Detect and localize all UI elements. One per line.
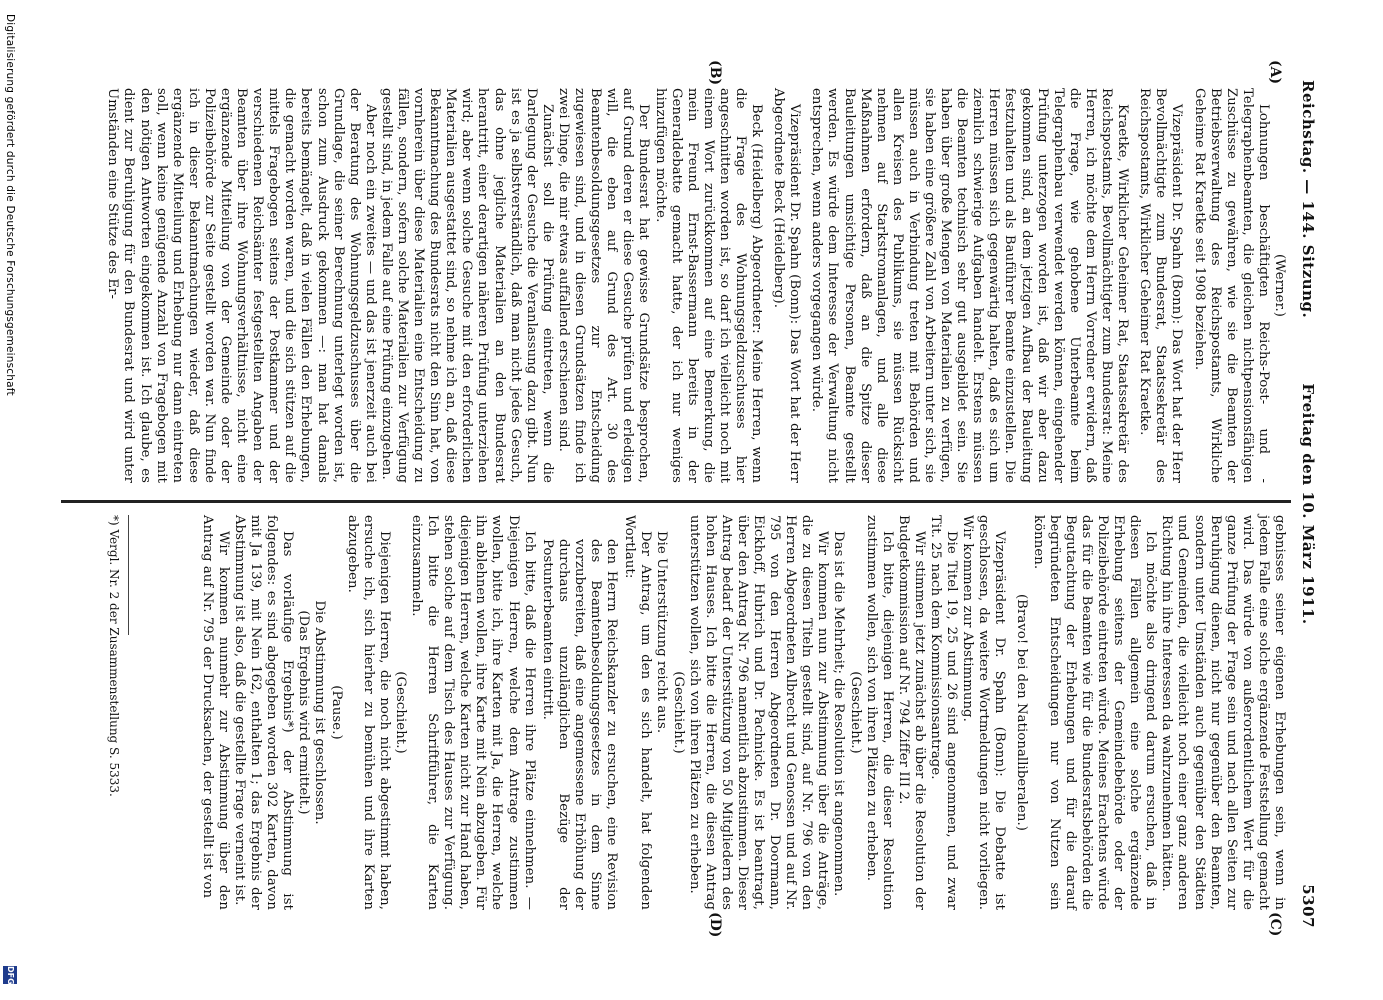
digitization-credit	[0, 0, 18, 1000]
left-column	[104, 88, 1287, 483]
header-date: Freitag den 10. März 1911.	[1299, 383, 1317, 625]
paragraph: Vizepräsident Dr. Spahn (Bonn): Das Wort hat der Herr Bevollmächtigte zum Bundesrat, Staatssekretär des Reichspostamts, Wirklicher Geheimer Rat Kraetke.	[1137, 88, 1185, 483]
stage-direction: (Das Ergebnis wird ermittelt.)	[296, 610, 312, 815]
margin-mark-b: (B)	[707, 60, 723, 86]
dfg-logo: DFG	[3, 966, 17, 984]
paragraph: Vizepräsident Dr. Spahn (Bonn): Das Wort hat der Herr Abgeordnete Beck (Heidelberg).	[771, 88, 803, 483]
paragraph: Das ist die Mehrheit; die Resolution ist angenommen.	[831, 531, 847, 897]
column-divider	[61, 500, 1291, 503]
paragraph: Wir kommen nun zur Abstimmung über die Anträge, die zu diesen Titeln gestellt sind, auf Nr. 796 von den Herren Abgeordneten Albrecht und Genossen und auf Nr. 795 von den Herren Abgeordneten Dr. Doormann, Eickhoff, Hubrich und Dr. Pachnicke. Es ist beantragt, über den Antrag Nr. 796 namentlich abzustimmen. Dieser Antrag bedarf der Unterstützung von 50 Mitgliedern des hohen Hauses. Ich bitte die Herren, die diesen Antrag unterstützen wollen, sich von ihren Plätzen zu erheben.	[686, 515, 831, 910]
paragraph: Ich bitte, daß die Herren ihre Plätze einnehmen. — Diejenigen Herren, welche dem Antrage zustimmen wollen, bitte ich, ihre Karten mit Ja, die Herren, welche ihn ablehnen wollen, ihre Karte mit Nein abzugeben. Für diejenigen Herren, welche Karten nicht zur Hand haben, stehen solche auf dem Tisch des Hauses zur Verfügung. Ich bitte die Herren Schriftführer, die Karten einzusammeln.	[409, 515, 537, 910]
stage-direction: (Pause.)	[328, 685, 344, 740]
paragraph: Wir stimmen jetzt zunächst ab über die Resolution der Budgetkommission auf Nr. 794 Ziffer III 2.	[895, 515, 927, 910]
stage-direction: (Geschieht.)	[847, 671, 863, 754]
paragraph: Die Unterstützung reicht aus.	[654, 531, 670, 734]
paragraph: Die Abstimmung ist geschlossen.	[312, 600, 328, 825]
paragraph: Zunächst soll die Prüfung eintreten, wenn die Darlegung der Gesuche die Veranlassung dazu gibt. Nun ist es ja selbstverständlich, daß man nicht jedes Gesuch, das ohne jegliche Materialien an den Bundesrat herantritt, einer derartigen näheren Prüfung unterziehen wird; aber wenn solche Gesuche mit den erforderlichen Materialien ausgestattet sind, so nehme ich an, daß diese Bekanntmachung des Bundesrats nicht den Sinn hat, von vornherein über diese Materialien eine Entscheidung zu fällen, sondern, sofern solche Materialien zur Verfügung gestellt sind, in jedem Falle auf eine Prüfung einzugehen.	[378, 88, 555, 483]
applause-note: (Bravo! bei den Nationalliberalen.)	[1014, 593, 1030, 832]
paragraph: Ich bitte, diejenigen Herren, die dieser Resolution zustimmen wollen, sich von ihren Plätzen zu erheben.	[863, 515, 895, 910]
paragraph: Ich möchte also dringend darum ersuchen, daß in diesen Fällen allgemein eine solche ergänzende Erhebung seitens der Gemeindebehörde oder der Polizeibehörde eintreten würde. Meines Erachtens würde das für die Beamten wie für die Bundesratsbehörden die Begutachtung der Erhebungen und für die darauf begründeten Entscheidungen nur von Nutzen sein können.	[1030, 515, 1159, 910]
paragraph: Kraetke, Wirklicher Geheimer Rat, Staatssekretär des Reichspostamts, Bevollmächtigter zum Bundesrat: Meine Herren, ich möchte dem Herrn Vorredner erwidern, daß die Frage, wie gehobene Unterbeamte beim Telegraphenbau verwendet werden können, eingehender Prüfung unterzogen worden ist, daß wir aber dazu gekommen sind, an dem jetzigen Aufbau der Bauleitung festzuhalten und als Bauführer Beamte einzustellen. Die Herren müssen sich gegenwärtig halten, daß es sich um ziemlich schwierige Aufgaben handelt. Erstens müssen die Beamten technisch sehr gut ausgebildet sein. Sie haben über große Mengen von Materialien zu verfügen, sie haben eine größere Zahl von Arbeitern unter sich, sie müssen auch in Verbindung treten mit Behörden und allen Kreisen des Publikums, sie müssen Rücksicht nehmen auf Starkstromanlagen, und alle diese Maßnahmen erfordern, daß an die Spitze dieser Bauleitungen umsichtige Personen, Beamte gestellt werden. Es würde dem Interesse der Verwaltung nicht entsprechen, wenn anders vorgegangen würde.	[809, 88, 1131, 483]
paragraph: Wir kommen nunmehr zur Abstimmung über den Antrag auf Nr. 795 der Drucksachen, der gestellt ist von	[199, 515, 231, 910]
motion-text: den Herrn Reichskanzler zu ersuchen, eine Revision des Beamtenbesoldungsgesetzes in dem Sinne vorzubereiten, daß eine angemessene Erhöhung der durchaus unzulänglichen Bezüge der Postunterbeamten eintritt.	[539, 539, 620, 910]
page-header	[1295, 80, 1321, 928]
header-session: Reichstag. — 144. Sitzung.	[1299, 80, 1317, 319]
page-number: 5307	[1299, 884, 1317, 928]
paragraph: Der Bundesrat hat gewisse Grundsätze besprochen, auf Grund deren er diese Gesuche prüfen und erledigen will, die eben auf Grund des Art. 30 des Beamtenbesoldungsgesetzes zur Entscheidung zugewiesen sind, und in diesen Grundsätzen finde ich zwei Dinge, die mir etwas auffallend erschienen sind.	[555, 88, 652, 483]
paragraph: Diejenigen Herren, die noch nicht abgestimmt haben, ersuche ich, sich hierher zu bemühen und ihre Karten abzugeben.	[344, 515, 392, 910]
margin-mark-c: (C)	[1267, 912, 1283, 937]
paragraph: Beck (Heidelberg) Abgeordneter: Meine Herren, wenn die Frage des Wohnungsgeldzuschusses hier angeschnitten worden ist, so darf ich vielleicht noch mit einem Wort zurückkommen auf eine Bemerkung, die mein Freund Ernst-Bassermann bereits in der Generaldebatte gemacht hatte, der ich nur weniges hinzufügen möchte.	[652, 88, 765, 483]
footnote: *) Vergl. Nr. 2 der Zusammenstellung S. 5333.	[107, 515, 121, 797]
paragraph: Die Titel 19, 25 und 26 sind angenommen, und zwar Tit. 25 nach dem Kommissionsantrage.	[928, 515, 960, 910]
speaker-name: (Werner.)	[1272, 253, 1287, 318]
right-column	[199, 515, 1287, 910]
margin-mark-a: (A)	[1267, 60, 1283, 85]
stage-direction: (Geschieht.)	[670, 671, 686, 754]
paragraph: Das vorläufige Ergebnis*) der Abstimmung ist folgendes: es sind abgegeben worden 302 Karten, davon mit Ja 139, mit Nein 162, enthalten 1; das Ergebnis der Abstimmung ist also, daß die gestellte Frage verneint ist.	[232, 515, 296, 910]
paragraph: Vizepräsident Dr. Spahn (Bonn): Die Debatte ist geschlossen, da weitere Wortmeldungen nicht vorliegen. Wir kommen zur Abstimmung.	[960, 515, 1008, 910]
margin-mark-d: (D)	[707, 912, 723, 938]
stage-direction: (Geschieht.)	[392, 671, 408, 754]
footnote-rule	[128, 515, 129, 635]
paragraph: Lohnungen beschäftigten Reichs-Post- und -Telegraphenbeamten, die gleichen nichtpensionsfähigen Zuschüsse zu gewähren, wie sie die Beamten der Betriebsverwaltung des Reichspostamts, Wirkliche Geheime Rat Kraetke seit 1908 beziehen.	[1191, 88, 1271, 483]
credit-text: Digitalisierung gefördert durch die Deutsche Forschungsgemeinschaft	[4, 14, 16, 396]
paragraph: gebnisses seiner eigenen Erhebungen sein, wenn in jedem Falle eine solche ergänzende Feststellung gemacht wird. Das würde von außerordentlichem Wert für die ganze Prüfung der Frage sein und nach allen Seiten zur Beruhigung dienen, nicht nur gegenüber den Beamten, sondern unter Umständen auch gegenüber den Städten und Gemeinden, die vielleicht noch einer ganz anderen Richtung hin ihre Interessen da wahrzunehmen hätten.	[1159, 515, 1287, 910]
paragraph: Der Antrag, um den es sich handelt, hat folgenden Wortlaut:	[622, 515, 654, 910]
paragraph: Aber noch ein zweites — und das ist jenerzeit auch bei der Beratung des Wohnungsgeldzuschusses über die Grundlage, die seiner Berechnung unterlegt worden ist, schon zum Ausdruck gekommen —: man hat damals bereits bemängelt, daß in vielen Fällen den Erhebungen, die gemacht worden waren, und die sich stützen auf die mittels Fragebogen seitens der Postkammer und der verschiedenen Reichsämter festgestellten Angaben der Beamten über ihre Wohnungsverhältnisse, nicht eine ergänzende Mitteilung von der Gemeinde oder der Polizeibehörde zur Seite gestellt worden war. Nun finde ich in dieser Bekanntmachungen wieder, daß diese ergänzende Mitteilung und Erhebung nur dann eintreten soll, wenn keine genügende Anzahl von Fragebogen mit den nötigen Antworten eingekommen ist. Ich glaube, es dient zur Beruhigung für den Bundesrat und wird unter Umständen eine Stütze des Er-	[105, 88, 378, 483]
